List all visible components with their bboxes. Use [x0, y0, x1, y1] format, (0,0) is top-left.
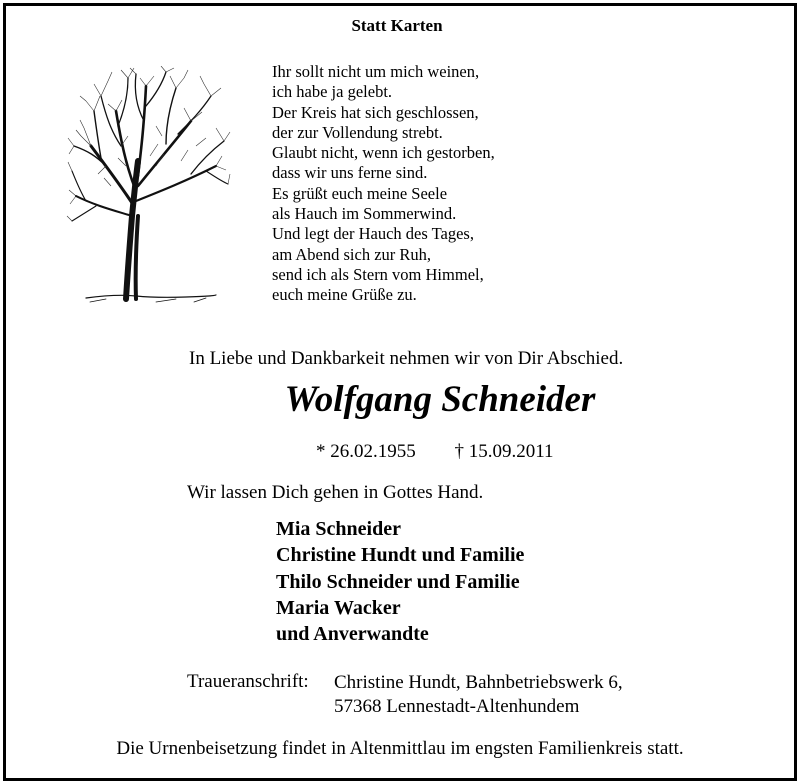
mourner: Mia Schneider [276, 518, 401, 540]
poem-line: Ihr sollt nicht um mich weinen, [272, 62, 480, 81]
mourner: Christine Hundt und Familie [276, 544, 525, 567]
goodbye-line: Wir lassen Dich gehen in Gottes Hand. [187, 482, 484, 503]
poem [272, 62, 495, 306]
mourner: und Anverwandte [276, 623, 429, 646]
mourner: Maria Wacker [276, 596, 401, 619]
poem-line: dass wir uns ferne sind. [272, 163, 428, 183]
poem-line: Es grüßt euch meine Seele [272, 183, 448, 203]
poem-line: als Hauch im Sommerwind. [272, 204, 457, 224]
mourner: Thilo Schneider und Familie [276, 570, 520, 593]
mourning-address [334, 671, 623, 719]
address-line: 57368 Lennestadt-Altenhundem [334, 696, 580, 717]
address-line: Christine Hundt, Bahnbetriebswerk 6, [334, 672, 623, 693]
deceased-name: Wolfgang Schneider [284, 379, 596, 420]
death-date: † 15.09.2011 [454, 441, 554, 462]
birth-date: * 26.02.1955 [316, 441, 416, 462]
farewell-intro: In Liebe und Dankbarkeit nehmen wir von Dir Abschied. [189, 348, 624, 369]
mourners-list [276, 516, 524, 647]
burial-note: Die Urnenbeisetzung findet in Altenmittlau im engsten Familienkreis statt. [116, 738, 684, 759]
poem-line: der zur Vollendung strebt. [272, 122, 443, 142]
poem-line: Und legt der Hauch des Tages, [272, 224, 474, 244]
poem-line: ich habe ja gelebt. [272, 82, 393, 102]
poem-line: am Abend sich zur Ruh, [272, 244, 432, 264]
life-dates [316, 441, 554, 463]
poem-line: send ich als Stern vom Himmel, [272, 264, 484, 284]
address-label: Traueranschrift: [187, 671, 309, 692]
bare-tree-icon [66, 66, 232, 306]
notice-heading: Statt Karten [351, 16, 443, 35]
poem-line: euch meine Grüße zu. [272, 285, 417, 305]
poem-line: Glaubt nicht, wenn ich gestorben, [272, 143, 495, 163]
poem-line: Der Kreis hat sich geschlossen, [272, 102, 479, 122]
